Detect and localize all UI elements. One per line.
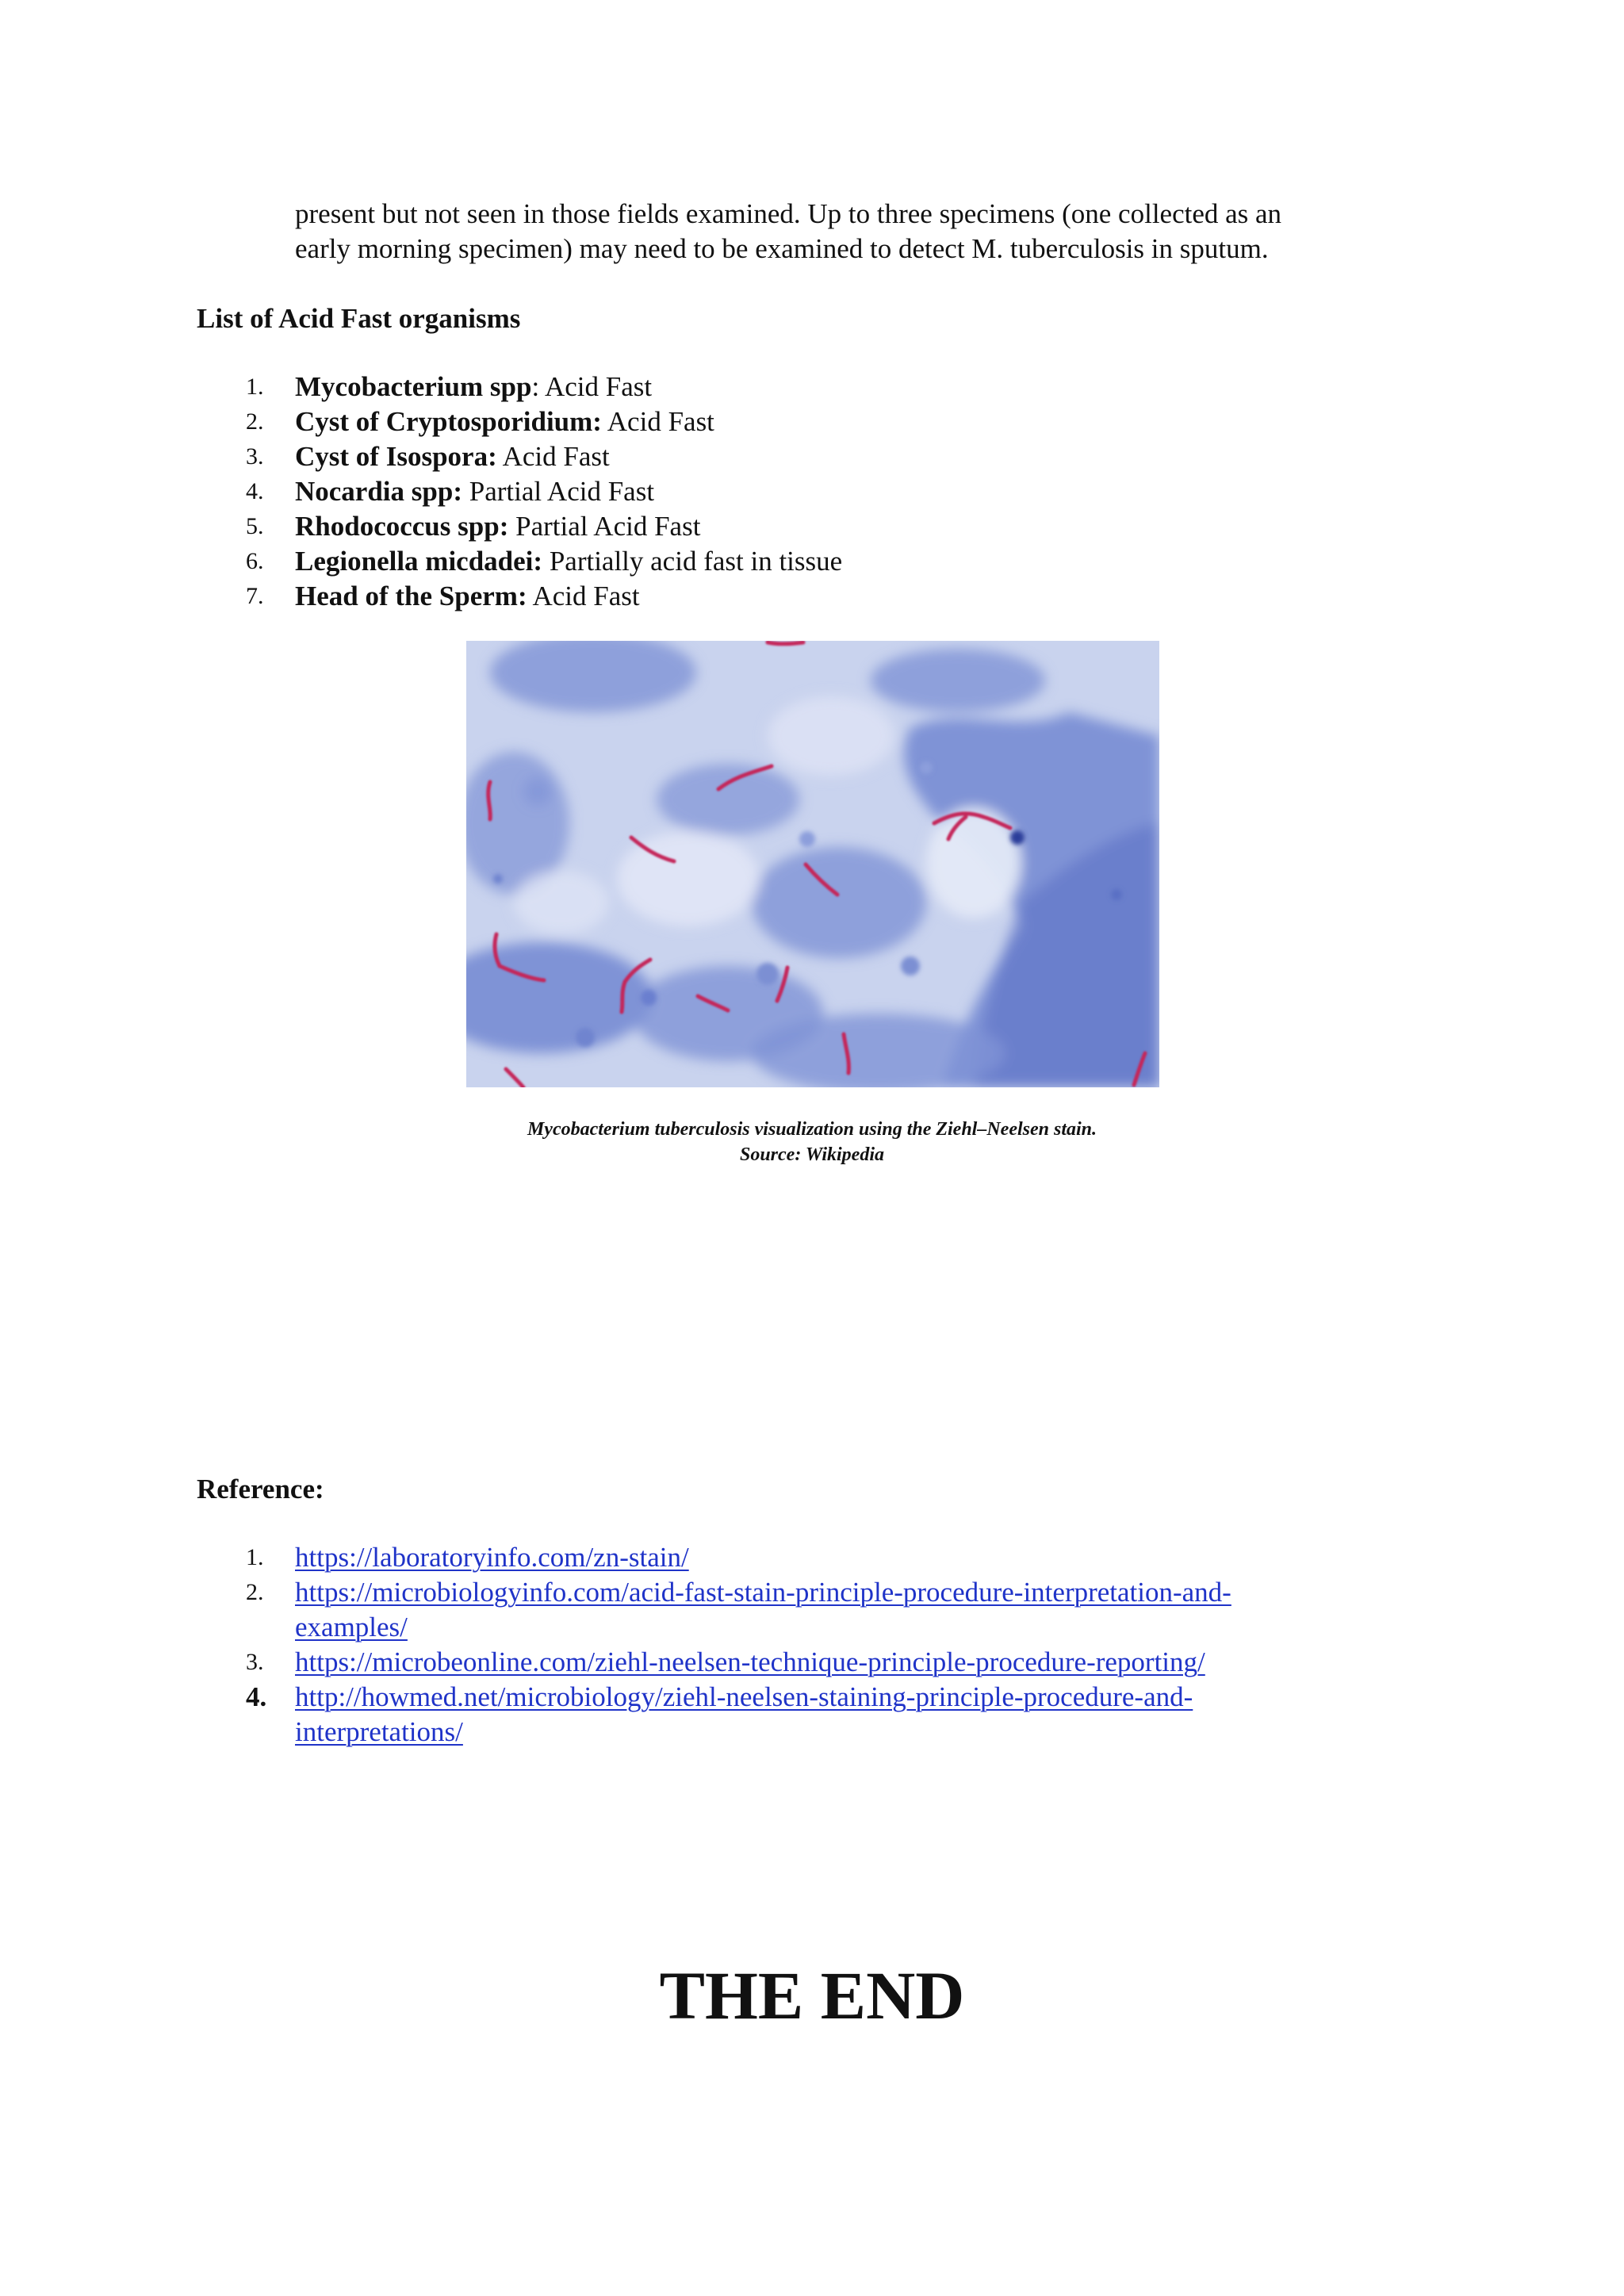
list-number: 3. — [246, 1649, 264, 1675]
reference-item — [197, 1540, 1231, 1575]
intro-line-1: present but not seen in those fields examined. Up to three specimens (one collected as an — [295, 198, 1282, 229]
reference-link-howmed[interactable]: http://howmed.net/microbiology/ziehl-neelsen-staining-principle-procedure-and- interpretations/ — [295, 1681, 1193, 1747]
list-number: 4. — [246, 1681, 267, 1712]
list-item — [197, 474, 842, 509]
organism-name: Head of the Sperm: — [295, 581, 527, 611]
list-number: 4. — [246, 478, 264, 504]
organism-value: Partial Acid Fast — [469, 476, 655, 507]
organism-name: Mycobacterium spp — [295, 371, 532, 402]
intro-line-2: early morning specimen) may need to be examined to detect M. tuberculosis in sputum. — [295, 233, 1269, 264]
list-item: 1. Mycobacterium spp: Acid Fast — [197, 370, 842, 404]
organism-name: Nocardia spp: — [295, 476, 462, 507]
caption-line-1: Mycobacterium tuberculosis visualization using the Ziehl–Neelsen stain. — [527, 1119, 1097, 1140]
reference-item — [197, 1575, 1231, 1645]
list-number: 3. — [246, 443, 264, 470]
list-item — [197, 579, 842, 614]
organism-name: Legionella micdadei: — [295, 546, 543, 577]
list-number: 2. — [246, 1579, 264, 1605]
list-number: 2. — [246, 408, 264, 435]
acid-fast-heading: List of Acid Fast organisms — [197, 303, 521, 334]
organism-value: Acid Fast — [607, 406, 714, 437]
micrograph-image — [466, 641, 1159, 1087]
acid-fast-list — [197, 370, 842, 614]
reference-item — [197, 1680, 1231, 1750]
reference-item — [197, 1645, 1231, 1680]
intro-paragraph — [295, 197, 1389, 266]
figure-caption — [0, 1117, 1624, 1167]
organism-value: Partial Acid Fast — [515, 511, 701, 542]
list-number: 1. — [246, 1544, 264, 1570]
caption-source: Source: Wikipedia — [739, 1144, 884, 1165]
list-number: 1. — [246, 374, 264, 400]
list-item — [197, 404, 842, 439]
reference-heading: Reference: — [197, 1474, 324, 1504]
organism-value: Acid Fast — [502, 441, 610, 472]
ziehl-neelsen-micrograph — [466, 641, 1159, 1087]
reference-link-microbeonline[interactable]: https://microbeonline.com/ziehl-neelsen-technique-principle-procedure-reporting/ — [295, 1646, 1205, 1677]
organism-name: Cyst of Cryptosporidium: — [295, 406, 602, 437]
the-end-title: THE END — [659, 1957, 965, 2033]
list-item — [197, 509, 842, 544]
organism-value: Partially acid fast in tissue — [549, 546, 843, 577]
list-number: 6. — [246, 548, 264, 574]
reference-list — [197, 1540, 1231, 1750]
list-number: 7. — [246, 583, 264, 609]
reference-link-microbiologyinfo[interactable]: https://microbiologyinfo.com/acid-fast-stain-principle-procedure-interpretation-and- examples/ — [295, 1577, 1231, 1642]
list-number: 5. — [246, 513, 264, 539]
reference-link-laboratoryinfo[interactable]: https://laboratoryinfo.com/zn-stain/ — [295, 1542, 689, 1573]
organism-value: Acid Fast — [532, 581, 640, 611]
list-item — [197, 544, 842, 579]
list-item — [197, 439, 842, 474]
organism-value: Acid Fast — [545, 371, 653, 402]
organism-name: Rhodococcus spp: — [295, 511, 509, 542]
organism-name: Cyst of Isospora: — [295, 441, 497, 472]
